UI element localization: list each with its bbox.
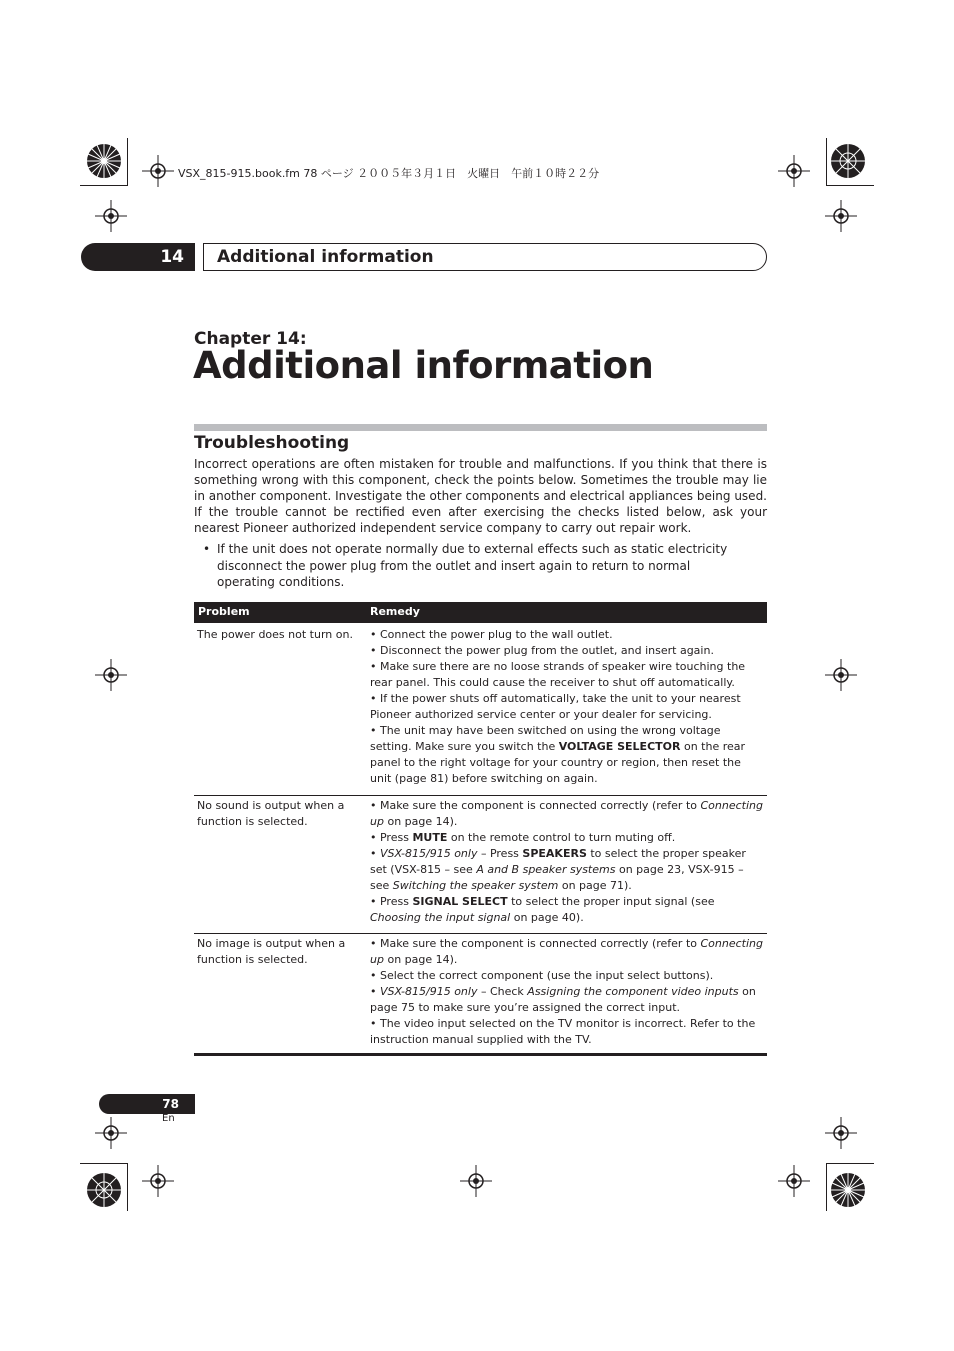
row-divider	[194, 933, 767, 934]
starburst-mark-icon	[828, 1170, 868, 1210]
remedy-cell	[370, 798, 763, 926]
starburst-mark-icon	[84, 141, 124, 181]
table-bottom-rule	[194, 1053, 767, 1056]
section-divider	[194, 424, 767, 431]
remedy-item: • Press SIGNAL SELECT to select the proper input signal (see Choosing the input signal on page 40).	[370, 895, 715, 924]
crosshair-mark-icon	[142, 1165, 174, 1197]
starburst-mark-icon	[84, 1170, 124, 1210]
remedy-item: • Select the correct component (use the input select buttons).	[370, 969, 714, 982]
crosshair-mark-icon	[95, 659, 127, 691]
crosshair-mark-icon	[778, 155, 810, 187]
crosshair-mark-icon	[825, 659, 857, 691]
crosshair-mark-icon	[778, 1165, 810, 1197]
chapter-number: 14	[160, 247, 184, 267]
problem-cell: No sound is output when a function is selected.	[197, 799, 345, 828]
bullet-marker: •	[203, 542, 211, 556]
crosshair-mark-icon	[95, 200, 127, 232]
remedy-cell	[370, 936, 763, 1048]
crop-line	[127, 1163, 128, 1211]
running-header-title: Additional information	[217, 247, 434, 267]
remedy-item: • Make sure the component is connected correctly (refer to Connecting up on page 14).	[370, 799, 763, 828]
remedy-item: • Make sure there are no loose strands of speaker wire touching the rear panel. This could cause the receiver to shut off automatically.	[370, 660, 746, 689]
problem-cell: The power does not turn on.	[197, 628, 353, 641]
chapter-number-tab	[81, 243, 195, 271]
crop-line	[80, 1163, 128, 1164]
remedy-item: • VSX-815/915 only – Press SPEAKERS to select the proper speaker set (VSX-815 – see A and B speaker systems on page 23, VSX-915 – see Switching the speaker system on page 71).	[370, 847, 746, 892]
row-divider	[194, 795, 767, 796]
crop-line	[826, 1163, 827, 1211]
remedy-item: • VSX-815/915 only – Check Assigning the component video inputs on page 75 to make sure you’re assigned the correct input.	[370, 985, 756, 1014]
remedy-item: • Connect the power plug to the wall outlet.	[370, 628, 613, 641]
page-language: En	[162, 1113, 175, 1124]
chapter-label: Chapter 14:	[194, 329, 307, 349]
problem-cell: No image is output when a function is selected.	[197, 937, 346, 966]
remedy-item: • The video input selected on the TV monitor is incorrect. Refer to the instruction manual supplied with the TV.	[370, 1017, 756, 1046]
table-header	[194, 602, 767, 623]
column-header-remedy: Remedy	[370, 605, 420, 618]
crop-line	[826, 138, 827, 186]
page-number: 78	[162, 1097, 179, 1111]
running-header	[203, 243, 767, 271]
crosshair-mark-icon	[825, 200, 857, 232]
crop-line	[127, 138, 128, 186]
remedy-item: • Make sure the component is connected correctly (refer to Connecting up on page 14).	[370, 937, 763, 966]
crosshair-mark-icon	[142, 155, 174, 187]
crop-line	[80, 185, 128, 186]
crop-line	[826, 185, 874, 186]
remedy-item: • Disconnect the power plug from the outlet, and insert again.	[370, 644, 714, 657]
crop-line	[826, 1163, 874, 1164]
crosshair-mark-icon	[825, 1117, 857, 1149]
section-title: Troubleshooting	[194, 433, 350, 453]
print-file-info: VSX_815-915.book.fm 78 ページ ２００５年３月１日 火曜日 午前１０時２２分	[178, 167, 600, 180]
chapter-title: Additional information	[193, 344, 654, 387]
starburst-mark-icon	[828, 141, 868, 181]
remedy-cell	[370, 627, 763, 787]
remedy-item: • The unit may have been switched on using the wrong voltage setting. Make sure you switch the VOLTAGE SELECTOR on the rear panel to the right voltage for your country or region, then reset the unit (page 81) before switching on again.	[370, 724, 746, 785]
crosshair-mark-icon	[95, 1117, 127, 1149]
bullet-paragraph: If the unit does not operate normally due to external effects such as static electricity disconnect the power plug from the outlet and insert again to return to normal operating conditions.	[217, 542, 728, 589]
column-header-problem: Problem	[198, 605, 250, 618]
page-number-tab	[99, 1094, 195, 1114]
intro-paragraph: Incorrect operations are often mistaken for trouble and malfunctions. If you think that there is something wrong with this component, check the points below. Sometimes the trouble may lie in another component. Investigate the other components and electrical appliances being used. If the trouble cannot be rectified even after exercising the checks listed below, ask your nearest Pioneer authorized independent service company to carry out repair work.	[194, 457, 767, 535]
remedy-item: • Press MUTE on the remote control to turn muting off.	[370, 831, 676, 844]
crosshair-mark-icon	[460, 1165, 492, 1197]
remedy-item: • If the power shuts off automatically, take the unit to your nearest Pioneer authorized service center or your dealer for servicing.	[370, 692, 741, 721]
